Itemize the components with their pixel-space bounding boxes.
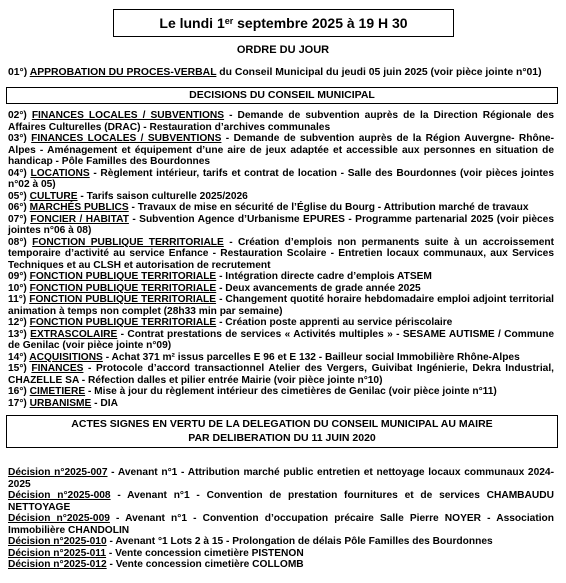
item-text: - Protocole d’accord transactionnel Atelier des Vergers, Guivibat Ingénierie, Dekra Industrial, CHAZELLE SA - Réfection dalles et pilier entrée Mairie (voir pièce jointe n°10) [8, 363, 554, 386]
item-text: - DIA [91, 397, 118, 409]
agenda-item-pv [8, 66, 558, 79]
decision-text: - Avenant n°1 - Attribution marché public entretien et nettoyage locaux communaux 2024-2025 [8, 467, 554, 490]
item-keyword: FONCTION PUBLIQUE TERRITORIALE [29, 294, 217, 305]
item-keyword: FONCTION PUBLIQUE TERRITORIALE [32, 236, 224, 248]
item-number: 05°) [8, 190, 30, 202]
decision-item [8, 467, 554, 490]
agenda-item [8, 133, 554, 168]
agenda-item [8, 214, 554, 237]
title-suffix: septembre 2025 à 19 H 30 [233, 15, 408, 31]
item-keyword: LOCATIONS [30, 167, 90, 179]
decision-reference: Décision n°2025-010 [8, 536, 107, 547]
item-text: - Demande de subvention auprès de la Région Auvergne- Rhône-Alpes - Aménagement et équipement d’une aire de jeux adaptée et accessible aux personnes en situation de handicap - Pôle Familles des Bourdonnes [8, 133, 554, 167]
title-superscript: er [224, 16, 234, 26]
item-number: 01°) [8, 67, 30, 78]
meeting-title [113, 9, 454, 37]
item-text: - Contrat prestations de services « Activités multiples » - SESAME AUTISME / Commune de Genilac (voir pièce jointe n°09) [8, 328, 554, 351]
item-text: du Conseil Municipal du jeudi 05 juin 2025 (voir pièce jointe n°01) [216, 67, 542, 78]
item-number: 02°) [8, 110, 32, 121]
item-text: - Mise à jour du règlement intérieur des cimetières de Genilac (voir pièce jointe n°11) [85, 386, 497, 397]
item-number: 09°) [8, 271, 30, 282]
item-keyword: ACQUISITIONS [29, 351, 103, 363]
decision-text: - Avenant n°1 - Convention d’occupation précaire Salle Pierre NOYER - Association Immobilière CHANDOLIN [8, 513, 554, 536]
agenda-heading: ORDRE DU JOUR [236, 44, 330, 56]
item-keyword: CULTURE [29, 190, 78, 202]
agenda-item [8, 294, 554, 317]
decisions-list [8, 467, 554, 571]
agenda-item [8, 363, 554, 386]
item-text: - Travaux de mise en sécurité de l’Église du Bourg - Attribution marché de travaux [128, 202, 529, 213]
decision-text: - Avenant °1 Lots 2 à 15 - Prolongation de délais Pôle Familles des Bourdonnes [106, 536, 493, 547]
item-number: 15°) [8, 363, 32, 374]
item-number: 16°) [8, 386, 30, 397]
agenda-items-list [8, 110, 554, 409]
item-keyword: APPROBATION DU PROCES-VERBAL [29, 67, 217, 78]
actes-section-header [6, 415, 558, 448]
item-text: - Règlement intérieur, tarifs et contrat de location - Salle des Bourdonnes (voir pièces jointes n°02 à 05) [8, 167, 554, 190]
decisions-section-header: DECISIONS DU CONSEIL MUNICIPAL [6, 87, 558, 104]
item-text: - Demande de subvention auprès de la Direction Régionale des Affaires Culturelles (DRAC) - Restauration d’archives communales [8, 110, 554, 133]
decision-item [8, 513, 554, 536]
decision-item [8, 559, 554, 571]
decision-reference: Décision n°2025-011 [8, 547, 107, 559]
item-text: - Intégration directe cadre d’emplois ATSEM [216, 271, 432, 282]
item-keyword: FONCTION PUBLIQUE TERRITORIALE [29, 282, 217, 294]
item-keyword: FONCTION PUBLIQUE TERRITORIALE [29, 317, 217, 328]
item-text: - Changement quotité horaire hebdomadaire emploi adjoint territorial animation à temps non complet (28h33 min par semaine) [8, 294, 555, 317]
decision-text: - Avenant n°1 - Convention de prestation fournitures et de services CHAMBAUDU NETTOYAGE [8, 490, 554, 513]
item-keyword: FONCTION PUBLIQUE TERRITORIALE [29, 271, 217, 282]
item-keyword: MARCHÉS PUBLICS [29, 202, 129, 213]
decision-item [8, 548, 554, 560]
item-text: - Création d’emplois non permanents suite à un accroissement temporaire d’activité au service Enfance - Restauration Scolaire - Entretien locaux communaux, aux Services Techniques et au CLSH et autorisation de recrutement [8, 236, 554, 271]
item-keyword: FONCIER / HABITAT [30, 213, 129, 225]
item-number: 04°) [8, 167, 31, 179]
agenda-item [8, 237, 554, 272]
agenda-item [8, 202, 554, 214]
decision-text: - Vente concession cimetière COLLOMB [106, 559, 304, 570]
title-prefix: Le lundi 1 [159, 15, 225, 31]
item-keyword: FINANCES LOCALES / SUBVENTIONS [31, 110, 225, 121]
item-keyword: EXTRASCOLAIRE [30, 328, 118, 340]
decision-reference: Décision n°2025-008 [8, 490, 111, 501]
item-text: - Subvention Agence d’Urbanisme EPURES - Programme partenarial 2025 (voir pièces jointes n°06 à 08) [8, 213, 554, 236]
item-keyword: FINANCES [31, 363, 84, 374]
agenda-item [8, 386, 554, 398]
decision-text: - Vente concession cimetière PISTENON [106, 547, 304, 559]
item-keyword: CIMETIERE [29, 386, 86, 397]
agenda-item [8, 352, 554, 364]
agenda-item [8, 329, 554, 352]
decision-reference: Décision n°2025-007 [8, 467, 108, 478]
item-number: 17°) [8, 397, 30, 409]
agenda-item [8, 317, 554, 329]
item-number: 08°) [8, 236, 33, 248]
item-number: 12°) [8, 317, 30, 328]
item-number: 13°) [8, 328, 31, 340]
item-text: - Tarifs saison culturelle 2025/2026 [77, 190, 248, 202]
decision-reference: Décision n°2025-012 [8, 559, 107, 570]
item-number: 14°) [8, 351, 30, 363]
item-number: 03°) [8, 133, 32, 144]
item-text: - Création poste apprenti au service périscolaire [216, 317, 453, 328]
agenda-item [8, 110, 554, 133]
agenda-item [8, 191, 554, 203]
decision-reference: Décision n°2025-009 [8, 513, 110, 524]
item-keyword: FINANCES LOCALES / SUBVENTIONS [31, 133, 222, 144]
decision-item [8, 536, 554, 548]
agenda-item [8, 398, 554, 410]
decision-item [8, 490, 554, 513]
item-text: - Deux avancements de grade année 2025 [216, 282, 421, 294]
item-number: 07°) [8, 213, 31, 225]
item-number: 06°) [8, 202, 30, 213]
item-keyword: URBANISME [29, 397, 92, 409]
agenda-item [8, 283, 554, 295]
actes-header-line1: ACTES SIGNES EN VERTU DE LA DELEGATION DU CONSEIL MUNICIPAL AU MAIRE [71, 418, 493, 430]
agenda-item [8, 271, 554, 283]
actes-header-line2: PAR DELIBERATION DU 11 JUIN 2020 [188, 431, 376, 444]
agenda-item [8, 168, 554, 191]
item-text: - Achat 371 m² issus parcelles E 96 et E 132 - Bailleur social Immobilière Rhône-Alpes [102, 351, 520, 363]
item-number: 10°) [8, 282, 30, 294]
item-number: 11°) [8, 294, 30, 305]
